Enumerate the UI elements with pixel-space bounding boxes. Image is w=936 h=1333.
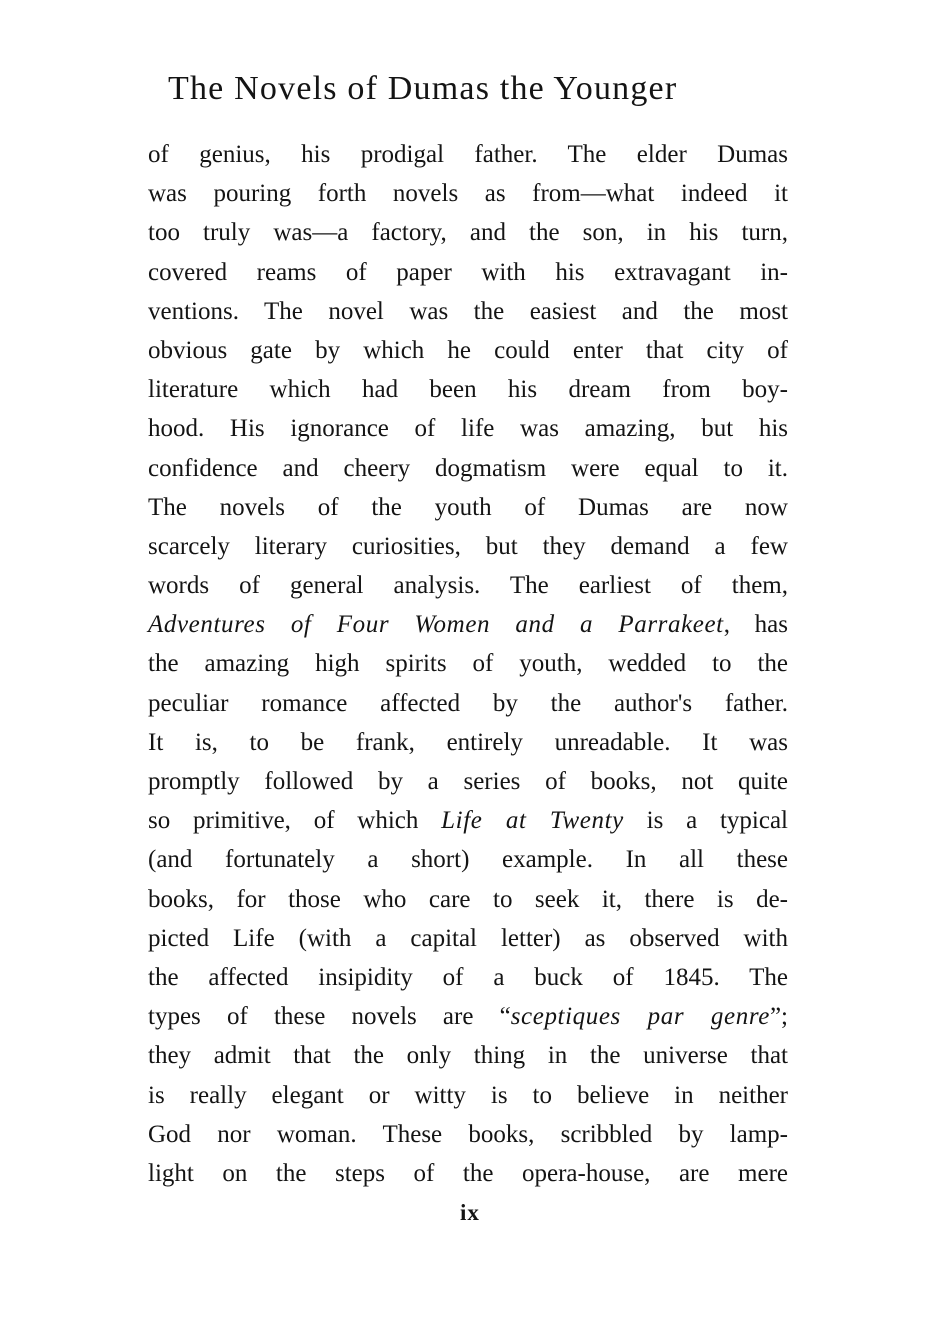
text-line: the amazing high spirits of youth, wedded to the bbox=[148, 650, 788, 678]
page-number: ix bbox=[460, 1200, 480, 1225]
text-line: they admit that the only thing in the universe that bbox=[148, 1042, 788, 1070]
text-segment: is a typical bbox=[623, 807, 788, 835]
text-line: God nor woman. These books, scribbled by lamp- bbox=[148, 1120, 788, 1148]
text-line: confidence and cheery dogmatism were equal to it. bbox=[148, 454, 788, 482]
text-line: hood. His ignorance of life was amazing, but his bbox=[148, 415, 788, 443]
text-line: literature which had been his dream from boy- bbox=[148, 376, 788, 404]
text-line: covered reams of paper with his extravagant in- bbox=[148, 258, 788, 286]
text-line: ventions. The novel was the easiest and the most bbox=[148, 297, 788, 325]
text-line bbox=[148, 997, 788, 1036]
text-line bbox=[148, 801, 788, 840]
text-line: picted Life (with a capital letter) as observed with bbox=[148, 924, 788, 952]
book-title-italic: Adventures of Four Women and a Parrakeet bbox=[148, 611, 724, 639]
text-segment: types of these novels are “ bbox=[148, 1003, 511, 1031]
text-line: peculiar romance affected by the author's father. bbox=[148, 689, 788, 717]
quoted-phrase-italic: sceptiques par genre bbox=[510, 1003, 770, 1031]
text-line bbox=[148, 605, 788, 644]
text-line: obvious gate by which he could enter that city of bbox=[148, 336, 788, 364]
text-line: promptly followed by a series of books, not quite bbox=[148, 768, 788, 795]
text-line: light on the steps of the opera-house, are mere bbox=[148, 1159, 788, 1187]
body-text bbox=[148, 135, 788, 1193]
text-line: The novels of the youth of Dumas are now bbox=[148, 493, 788, 521]
text-line: books, for those who care to seek it, there is de- bbox=[148, 885, 788, 913]
text-line: of genius, his prodigal father. The elder Dumas bbox=[148, 141, 788, 168]
text-line: the affected insipidity of a buck of 1845. The bbox=[148, 963, 788, 991]
running-head: The Novels of Dumas the Younger bbox=[168, 70, 678, 107]
text-segment: , has bbox=[723, 611, 788, 639]
text-line: (and fortunately a short) example. In all these bbox=[148, 846, 788, 874]
text-line: was pouring forth novels as from—what indeed it bbox=[148, 180, 788, 208]
book-title-italic: Life at Twenty bbox=[441, 807, 624, 835]
text-segment: so primitive, of which bbox=[148, 807, 442, 835]
text-line: is really elegant or witty is to believe in neither bbox=[148, 1081, 788, 1109]
text-line: words of general analysis. The earliest of them, bbox=[148, 572, 788, 600]
text-line: too truly was—a factory, and the son, in his turn, bbox=[148, 219, 788, 247]
text-line: scarcely literary curiosities, but they demand a few bbox=[148, 532, 788, 560]
text-segment: ”; bbox=[769, 1003, 788, 1031]
text-line: It is, to be frank, entirely unreadable. It was bbox=[148, 728, 788, 756]
